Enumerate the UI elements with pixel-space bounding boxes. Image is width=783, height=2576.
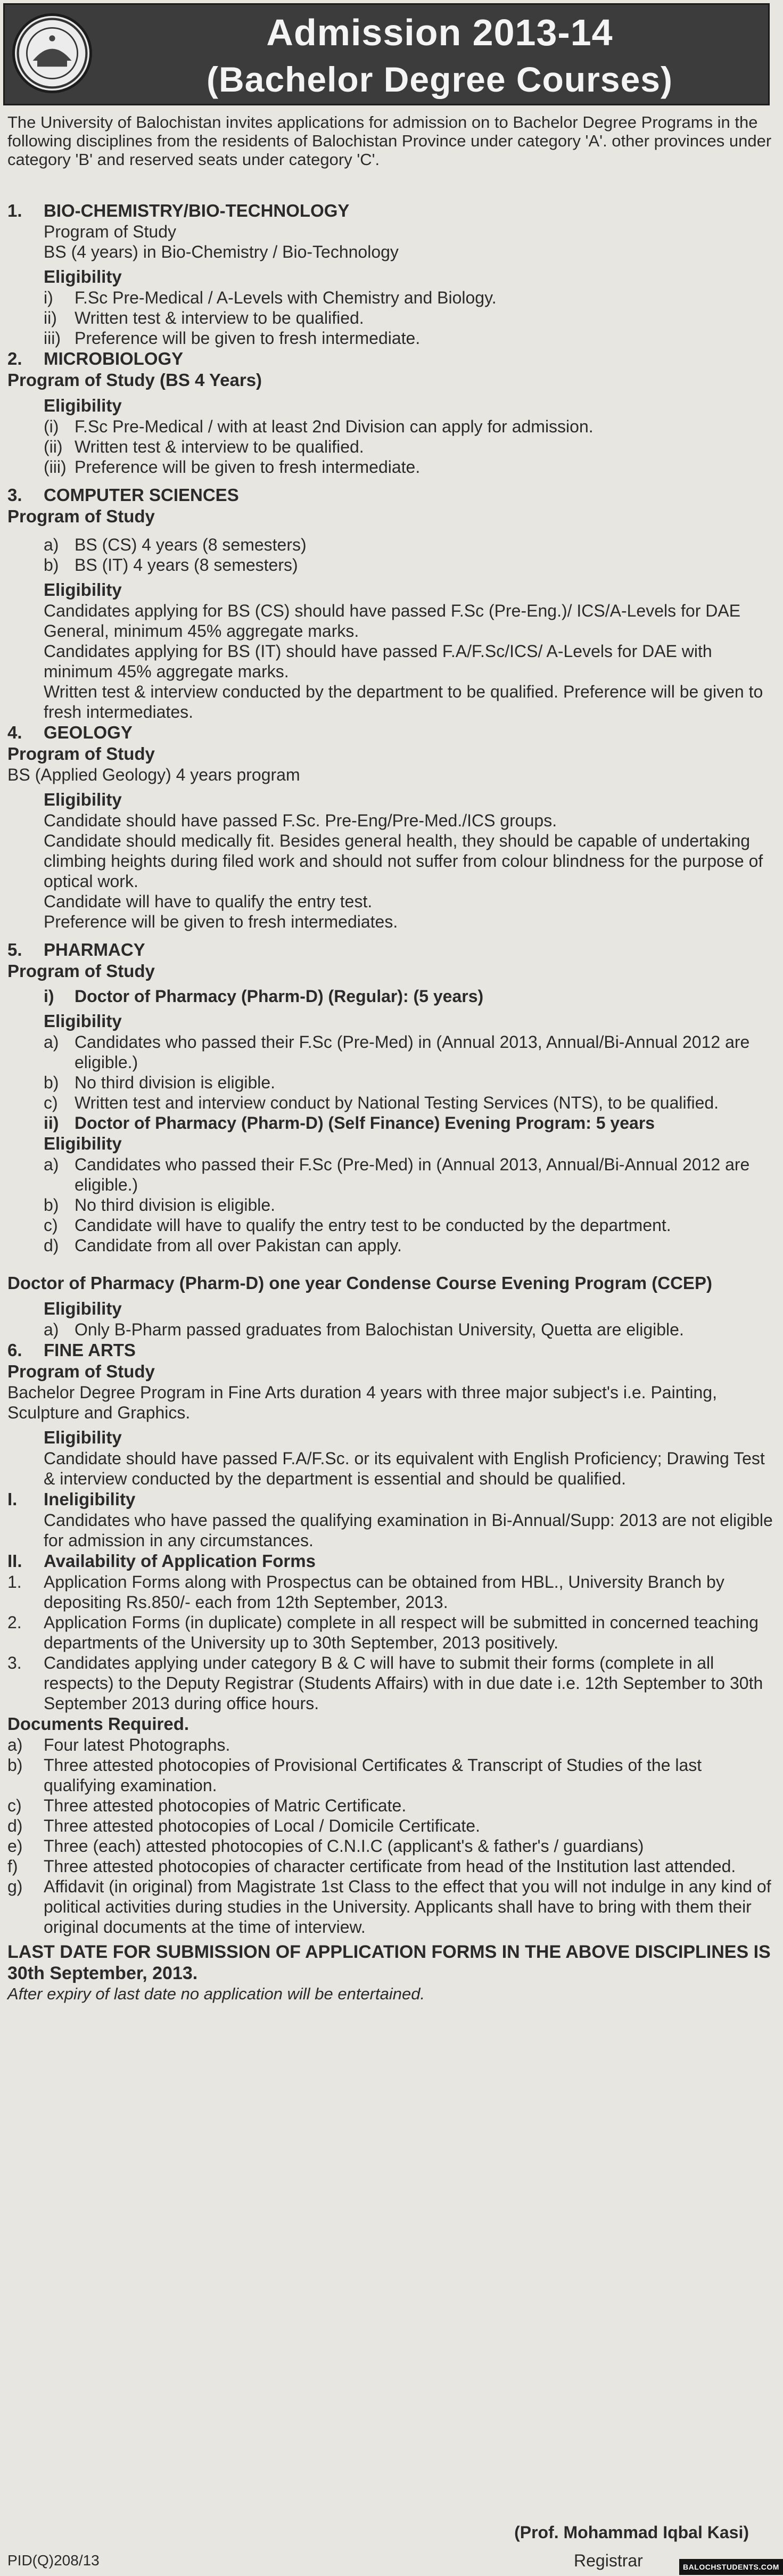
section-number: 4.	[7, 723, 22, 742]
last-date-notice: LAST DATE FOR SUBMISSION OF APPLICATION FORMS IN THE ABOVE DISCIPLINES IS 30th September, 2013.	[7, 1942, 771, 1983]
pharmd-regular-program: i) Doctor of Pharmacy (Pharm-D) (Regular): (5 years)	[44, 987, 484, 1006]
eligibility-text: Candidate should have passed F.A/F.Sc. or its equivalent with English Proficiency; Drawing Test & interview conducted by the department is essential and should be qualified.	[44, 1449, 765, 1488]
program-of-study-heading: Program of Study	[7, 1361, 155, 1381]
eligibility-heading: Eligibility	[44, 396, 122, 415]
program-line: BS (4 years) in Bio-Chemistry / Bio-Technology	[44, 242, 399, 261]
eligibility-text: Candidates applying for BS (CS) should have passed F.Sc (Pre-Eng.)/ ICS/A-Levels for DAE General, minimum 45% aggregate marks.	[44, 601, 741, 641]
after-expiry-note: After expiry of last date no application will be entertained.	[7, 1984, 425, 2003]
eligibility-item: c) Written test and interview conduct by National Testing Services (NTS), to be qualified.	[44, 1093, 719, 1112]
section-title: COMPUTER SCIENCES	[44, 485, 239, 505]
program-of-study-heading: Program of Study (BS 4 Years)	[7, 370, 262, 390]
section-title: Ineligibility	[44, 1489, 136, 1509]
program-item: a) BS (CS) 4 years (8 semesters)	[44, 535, 307, 554]
section-geology-heading	[7, 722, 775, 743]
document-item: f) Three attested photocopies of character certificate from head of the Institution last attended.	[7, 1857, 736, 1876]
website-watermark: BALOCHSTUDENTS.COM	[679, 2559, 783, 2575]
ineligibility-text: Candidates who have passed the qualifying examination in Bi-Annual/Supp: 2013 are not eligible for admission in any circumstances.	[44, 1511, 773, 1550]
section-number: 6.	[7, 1340, 22, 1360]
ineligibility-heading	[7, 1489, 775, 1510]
document-item: g) Affidavit (in original) from Magistrate 1st Class to the effect that you will not indulge in any kind of political activities during studies in the University. Applicants shall have to bring with them their original documents at the time of interview.	[7, 1877, 771, 1937]
eligibility-heading: Eligibility	[44, 267, 122, 286]
document-item: c) Three attested photocopies of Matric Certificate.	[7, 1796, 407, 1815]
program-of-study-heading: Program of Study	[7, 744, 155, 764]
program-of-study-heading: Program of Study	[7, 506, 155, 526]
section-number: 3.	[7, 485, 22, 505]
section-number: 2.	[7, 349, 22, 368]
document-item: e) Three (each) attested photocopies of C.N.I.C (applicant's & father's / guardians)	[7, 1836, 644, 1856]
eligibility-item: i) F.Sc Pre-Medical / A-Levels with Chemistry and Biology.	[44, 288, 497, 307]
availability-item: 1. Application Forms along with Prospectus can be obtained from HBL., University Branch by depositing Rs.850/- each from 12th September, 2013.	[7, 1572, 724, 1612]
section-microbiology-heading	[7, 348, 775, 370]
admission-content	[7, 200, 775, 2004]
availability-item: 2. Application Forms (in duplicate) complete in all respect will be submitted in concerned teaching departments of the University up to 30th September, 2013 positively.	[7, 1613, 759, 1652]
eligibility-text: Candidate will have to qualify the entry test.	[44, 892, 373, 911]
section-number: 5.	[7, 940, 22, 959]
eligibility-item: a) Only B-Pharm passed graduates from Balochistan University, Quetta are eligible.	[44, 1320, 684, 1339]
section-title: MICROBIOLOGY	[44, 349, 184, 368]
program-of-study-label: Program of Study	[44, 222, 176, 241]
program-text: Bachelor Degree Program in Fine Arts duration 4 years with three major subject's i.e. Painting, Sculpture and Graphics.	[7, 1383, 717, 1422]
eligibility-item: iii) Preference will be given to fresh intermediate.	[44, 329, 421, 348]
eligibility-item: b) No third division is eligible.	[44, 1073, 276, 1092]
program-item: b) BS (IT) 4 years (8 semesters)	[44, 555, 298, 575]
availability-item: 3. Candidates applying under category B & C will have to submit their forms (complete in all respects) to the Deputy Registrar (Students Affairs) with in due date i.e. 12th September to 30th September 2013 during office hours.	[7, 1653, 763, 1713]
document-item: b) Three attested photocopies of Provisional Certificates & Transcript of Studies of the last qualifying examination.	[7, 1755, 702, 1795]
section-biochemistry-heading	[7, 200, 775, 221]
program-line: BS (Applied Geology) 4 years program	[7, 765, 300, 784]
page-title: Admission 2013-14	[266, 12, 613, 53]
eligibility-text: Written test & interview conducted by the department to be qualified. Preference will be given to fresh intermediates.	[44, 682, 763, 721]
eligibility-item: ii) Written test & interview to be qualified.	[44, 308, 364, 327]
eligibility-item: c) Candidate will have to qualify the entry test to be conducted by the department.	[44, 1216, 671, 1235]
availability-heading	[7, 1550, 775, 1572]
eligibility-text: Candidate should medically fit. Besides general health, they should be capable of undertaking climbing heights during filed work and should not suffer from colour blindness for the purpose of optical work.	[44, 831, 763, 891]
advertisement-header	[3, 3, 770, 105]
eligibility-item: a) Candidates who passed their F.Sc (Pre-Med) in (Annual 2013, Annual/Bi-Annual 2012 are eligible.)	[44, 1155, 750, 1194]
section-number: II.	[7, 1551, 22, 1571]
eligibility-item: d) Candidate from all over Pakistan can apply.	[44, 1236, 402, 1255]
pid-number: PID(Q)208/13	[7, 2552, 100, 2569]
section-computer-sciences-heading	[7, 485, 775, 506]
pharmd-self-finance-program: ii) Doctor of Pharmacy (Pharm-D) (Self Finance) Evening Program: 5 years	[44, 1113, 655, 1133]
documents-heading: Documents Required.	[7, 1714, 189, 1734]
eligibility-item: b) No third division is eligible.	[44, 1195, 276, 1215]
eligibility-heading: Eligibility	[44, 1134, 122, 1153]
section-title: Availability of Application Forms	[44, 1551, 316, 1571]
section-fine-arts-heading	[7, 1340, 775, 1361]
section-number: 1.	[7, 201, 22, 220]
registrar-name: (Prof. Mohammad Iqbal Kasi)	[514, 2523, 749, 2542]
eligibility-item: (ii) Written test & interview to be qualified.	[44, 437, 364, 456]
eligibility-heading: Eligibility	[44, 1299, 122, 1318]
eligibility-text: Candidates applying for BS (IT) should have passed F.A/F.Sc/ICS/ A-Levels for DAE with minimum 45% aggregate marks.	[44, 642, 712, 681]
eligibility-heading: Eligibility	[44, 580, 122, 600]
section-title: PHARMACY	[44, 940, 145, 959]
document-item: a) Four latest Photographs.	[7, 1735, 230, 1754]
intro-paragraph: The University of Balochistan invites applications for admission on to Bachelor Degree Programs in the following disciplines from the residents of Balochistan Province under category 'A'. other provinces under category 'B' and reserved seats under category 'C'.	[7, 113, 772, 169]
section-title: BIO-CHEMISTRY/BIO-TECHNOLOGY	[44, 201, 350, 220]
eligibility-text: Candidate should have passed F.Sc. Pre-Eng/Pre-Med./ICS groups.	[44, 811, 557, 830]
eligibility-text: Preference will be given to fresh intermediates.	[44, 912, 398, 931]
eligibility-item: (iii) Preference will be given to fresh intermediate.	[44, 457, 421, 477]
eligibility-item: a) Candidates who passed their F.Sc (Pre-Med) in (Annual 2013, Annual/Bi-Annual 2012 are eligible.)	[44, 1032, 750, 1072]
section-title: FINE ARTS	[44, 1340, 136, 1360]
eligibility-heading: Eligibility	[44, 1428, 122, 1447]
document-item: d) Three attested photocopies of Local / Domicile Certificate.	[7, 1816, 480, 1835]
ccep-program-heading: Doctor of Pharmacy (Pharm-D) one year Condense Course Evening Program (CCEP)	[7, 1273, 712, 1293]
eligibility-heading: Eligibility	[44, 1011, 122, 1031]
university-logo	[12, 13, 92, 93]
eligibility-item: (i) F.Sc Pre-Medical / with at least 2nd Division can apply for admission.	[44, 417, 594, 436]
program-of-study-heading: Program of Study	[7, 961, 155, 981]
eligibility-heading: Eligibility	[44, 790, 122, 809]
section-title: GEOLOGY	[44, 723, 133, 742]
section-pharmacy-heading	[7, 939, 775, 961]
registrar-title: Registrar	[574, 2551, 643, 2570]
page-subtitle: (Bachelor Degree Courses)	[207, 60, 673, 99]
section-number: I.	[7, 1489, 18, 1509]
